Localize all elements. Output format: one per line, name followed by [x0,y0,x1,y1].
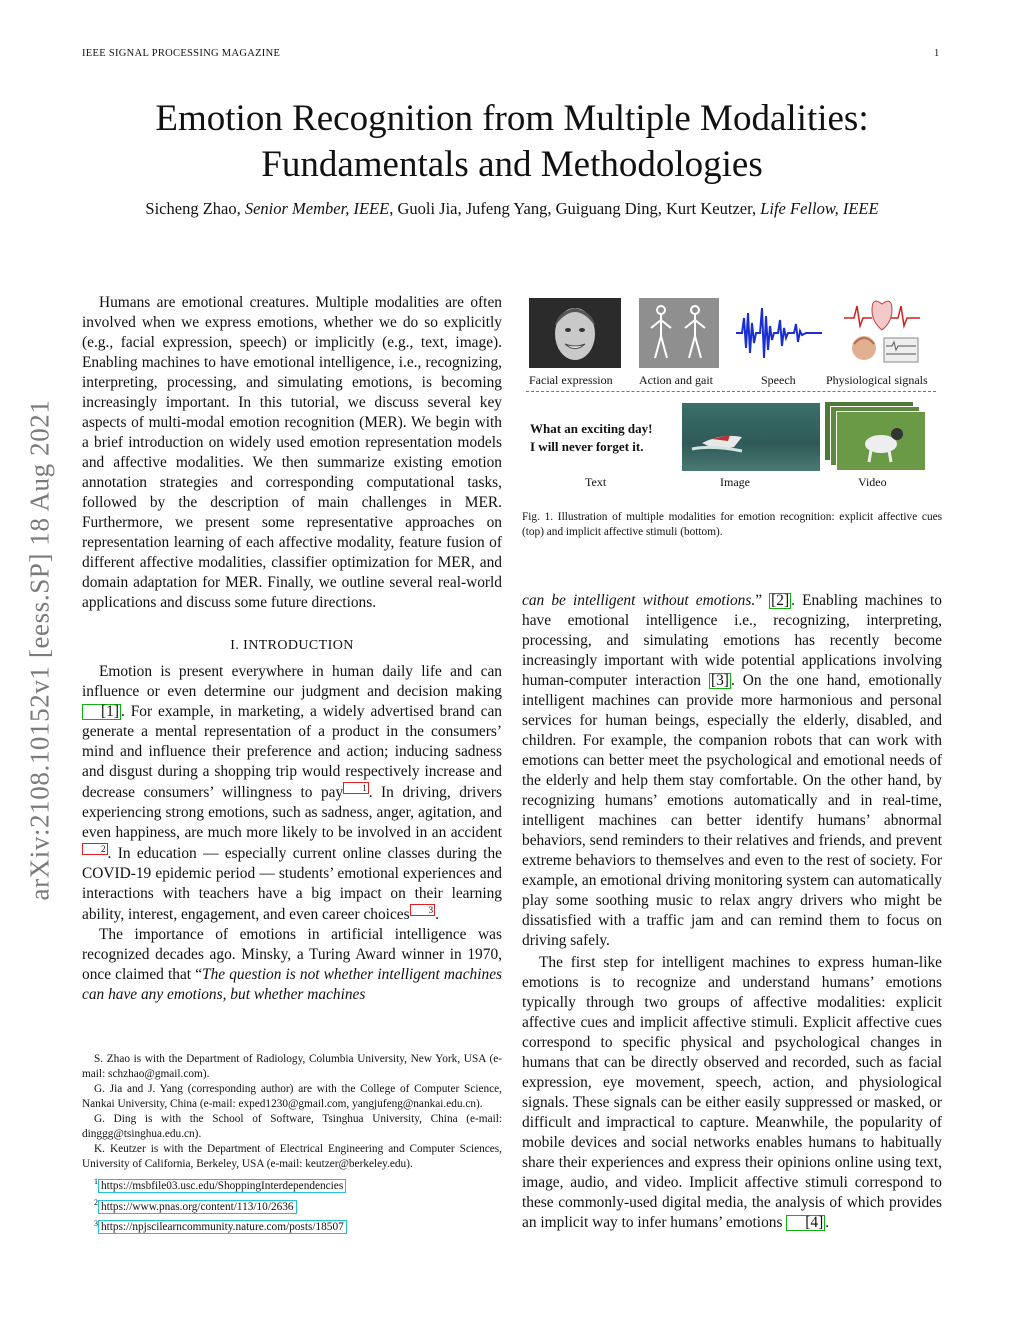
label-image: Image [720,475,750,489]
physiological-signals-icon [842,296,922,368]
video-frame-front [836,411,926,471]
footnote-affiliation-zhao: S. Zhao is with the Department of Radiology, Columbia University, New York, USA (e-mail: schzhao@gmail.com). [82,1053,502,1080]
paper-title [60,96,964,188]
footnote-affiliation-ding: G. Ding is with the School of Software, Tsinghua University, China (e-mail: dinggg@tsinghua.edu.cn). [82,1113,502,1140]
journal-header: IEEE SIGNAL PROCESSING MAGAZINE [82,48,281,59]
arxiv-sidebar [18,340,62,960]
author-1-role: Senior Member, IEEE [244,199,390,218]
label-facial-expression: Facial expression [529,373,613,387]
label-action-gait: Action and gait [639,373,713,387]
footnotes [82,1052,502,1235]
figure-divider [526,391,936,392]
intro-paragraph-1: Emotion is present everywhere in human daily life and can influence or even determine our judgment and decision making [1] . For example, in marketing, a widely advertised brand can generate a mental representation of a product in the consumers’ mind and influence their preference and action; inducing sadness and disgust during a shopping trip would respectively increase and decrease consumers’ willingness to pay 1 . In driving, drivers experiencing strong emotions, such as sadness, anger, agitation, and even happiness, are much more likely to be involved in an accident2 . In education — especially current online classes during the COVID-19 epidemic period — students’ emotional experiences and interactions with teachers have a big impact on their learning ability, interest, engagement, and even career choices 3 . [82,663,502,924]
speech-waveform-image [734,298,824,368]
footnote-affiliation-jia-yang: G. Jia and J. Yang (corresponding author) are with the College of Computer Science, Nankai University, China (e-mail: exped1230@gmail.com, yangjufeng@nankai.edu.cn). [82,1083,502,1110]
citation-link-3[interactable]: [3] [710,672,729,689]
abstract: Humans are emotional creatures. Multiple modalities are often involved when we express emotions, whether we do so explicitly (e.g., facial expression, speech) or implicitly (e.g., text, image). Enabling machines to have emotional intelligence, i.e., recognizing, interpreting, processing, and simulating emotions, is becoming increasingly important. In this tutorial, we discuss several key aspects of multi-modal emotion recognition (MER). We begin with a brief introduction on widely used emotion representation models and affective modalities. We then summarize existing emotion annotation strategies and corresponding computational tasks, followed by the description of main challenges in MER. Furthermore, we present some representative approaches on representation learning of each affective modality, feature fusion of different affective modalities, classifier optimization for MER, and domain adaptation for MER. Finally, we outline several real-world applications and discuss some future directions. [82,294,502,611]
face-icon [529,298,621,368]
dog-icon [837,412,925,470]
page-number: 1 [934,48,940,59]
author-list [60,199,964,219]
figure-caption: Fig. 1. Illustration of multiple modalities for emotion recognition: explicit affective cues (top) and implicit affective stimuli (bottom). [522,511,942,538]
footnote-url-link-1[interactable]: https://msbfile03.usc.edu/ShoppingInterdependencies [98,1179,346,1193]
author-5-role: Life Fellow, IEEE [760,199,879,218]
footnote-link-3[interactable]: 3 [410,904,436,916]
footnote-url-link-2[interactable]: https://www.pnas.org/content/113/10/2636 [98,1200,297,1214]
left-column [82,293,502,1005]
right-paragraph-1: can be intelligent without emotions.” [2] . Enabling machines to have emotional intelligence i.e., recognizing, interpreting, processing, and simulating emotions has recently become increasingly important with wide potential applications involving human-computer interaction [3] . On the one hand, emotionally intelligent machines can provide more harmonious and personal services for human beings, especially the elderly, disabled, and children. For example, the companion robots that can work with emotions can better meet the psychological and emotional needs of the elderly and help them stay comfortable. On the other hand, by recognizing humans’ emotions automatically and in real-time, intelligent machines can better identify humans’ abnormal behaviors, send reminders to their relatives and friends, and prevent extreme behaviors to themselves and even to the rest of society. For example, an emotional driving monitoring system can automatically play some soothing music to relax angry drivers who might be dissatisfied with a traffic jam and can remind them to focus on driving safely. [522,592,942,949]
label-physiological-signals: Physiological signals [826,373,928,387]
footnote-link-1[interactable]: 1 [343,782,369,794]
author-1: Sicheng Zhao, [145,199,245,218]
citation-link-2[interactable]: [2] [771,592,790,609]
text-sample: What an exciting day! I will never forget it. [530,421,653,454]
image-sample [682,403,820,471]
label-video: Video [858,475,887,489]
right-column [522,591,942,1233]
footnote-url-link-3[interactable]: https://npjscilearncommunity.nature.com/posts/18507 [98,1220,347,1234]
footnote-link-2[interactable]: 2 [82,843,108,855]
arxiv-identifier: arXiv:2108.10152v1 [eess.SP] 18 Aug 2021 [24,399,55,901]
figure-1 [522,293,942,553]
label-text: Text [585,475,607,489]
footnote-url-2: $^2$ https://www.pnas.org/content/113/10/2636 [82,1195,502,1215]
right-paragraph-2: The first step for intelligent machines to express human-like emotions is to recognize and understand humans’ emotions typically through two groups of affective modalities: explicit affective cues and implicit affective stimuli. Explicit affective cues correspond to specific physical and psychological changes in humans that can be directly observed and recorded, such as facial expression, eye movement, speech, action, and physiological signals. These signals can be either easily suppressed or masked, or difficult and impractical to capture. Meanwhile, the popularity of mobile devices and social networks enables humans to habitually share their experiences and express their opinions online using text, image, audio, and video. Implicit affective stimuli correspond to these commonly-used digital media, the analysis of which provides an implicit way to infer humans’ emotions [4] . [522,954,942,1231]
label-speech: Speech [761,373,796,387]
footnote-url-1: $^1$ https://msbfile03.usc.edu/ShoppingInterdependencies [82,1174,502,1194]
facial-expression-image [529,298,621,368]
citation-link-1[interactable]: [1] [82,704,121,720]
title-line-2: Fundamentals and Methodologies [261,144,763,185]
physiological-signals-image [842,296,922,368]
section-heading-introduction: I. INTRODUCTION [230,638,354,653]
gait-figures-icon [639,298,719,368]
intro-paragraph-2: The importance of emotions in artificial intelligence was recognized decades ago. Minsky, a Turing Award winner in 1970, once claimed that “The question is not whether intelligent machines can have any emotions, but whether machines [82,926,503,1004]
authors-middle: , Guoli Jia, Jufeng Yang, Guiguang Ding, Kurt Keutzer, [389,199,761,218]
speedboat-icon [682,403,820,471]
waveform-icon [734,298,824,368]
footnote-url-3: $^3$ https://npjscilearncommunity.nature.com/posts/18507 [82,1216,502,1236]
action-gait-image [639,298,719,368]
footnote-affiliation-keutzer: K. Keutzer is with the Department of Electrical Engineering and Computer Sciences, University of California, Berkeley, USA (e-mail: keutzer@berkeley.edu). [82,1143,502,1170]
title-line-1: Emotion Recognition from Multiple Modalities: [155,98,869,139]
citation-link-4[interactable]: [4] [786,1215,825,1231]
